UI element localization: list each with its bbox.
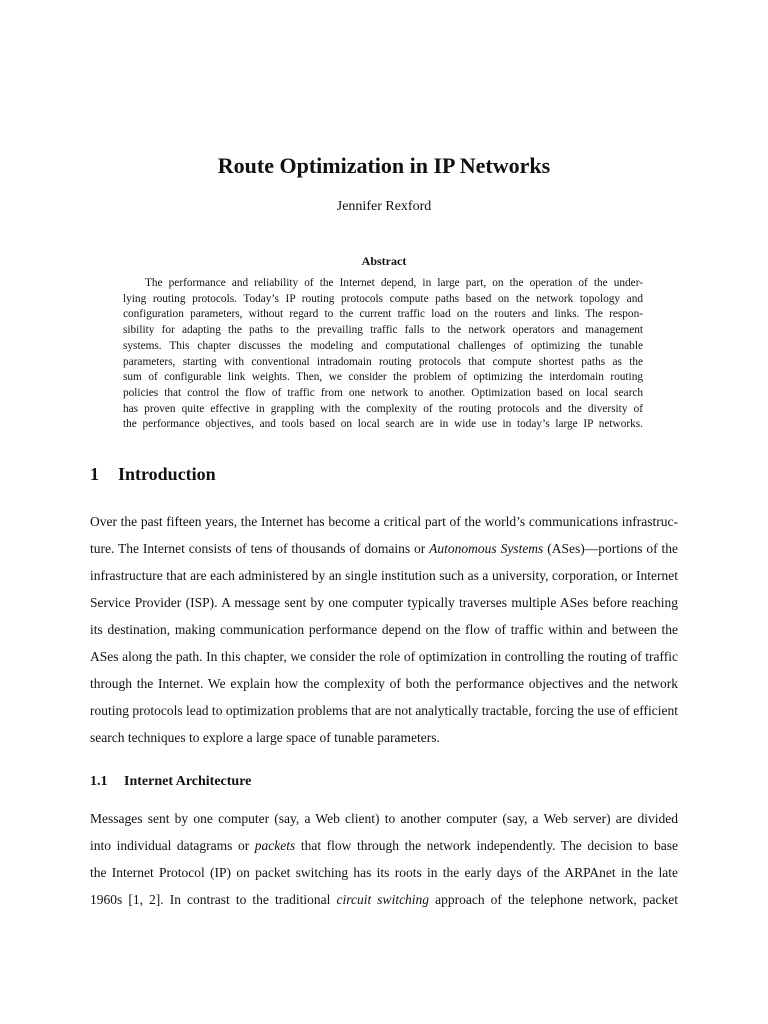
paragraph-line: its destination, making communication performance depend on the flow of traffic within and between the xyxy=(90,622,678,637)
emphasis-term: packets xyxy=(254,838,296,853)
abstract-line: sum of configurable link weights. Then, we consider the problem of optimizing the interdomain routing xyxy=(123,371,643,384)
abstract-line: lying routing protocols. Today’s IP routing protocols compute paths based on the network topology and xyxy=(123,292,643,305)
intro-paragraph xyxy=(90,508,678,751)
subsection-title: Internet Architecture xyxy=(124,774,252,789)
paragraph-line: through the Internet. We explain how the complexity of both the performance objectives and the network xyxy=(90,676,678,691)
paragraph-line: 1960s [1, 2]. In contrast to the traditional circuit switching approach of the telephone network, packet xyxy=(90,892,678,907)
author-name: Jennifer Rexford xyxy=(336,199,432,214)
subsection-number: 1.1 xyxy=(90,774,108,789)
paragraph-line: routing protocols lead to optimization problems that are not analytically tractable, forcing the use of efficient xyxy=(90,703,678,718)
paper-title: Route Optimization in IP Networks xyxy=(217,153,551,178)
paragraph-line: Service Provider (ISP). A message sent by one computer typically traverses multiple ASes before reaching xyxy=(90,595,678,610)
abstract-line: systems. This chapter discusses the modeling and computational challenges of optimizing the tunable xyxy=(123,339,643,352)
abstract-line: parameters, starting with conventional intradomain routing protocols that compute shortest paths as the xyxy=(123,355,643,368)
section-number: 1 xyxy=(90,464,99,484)
abstract-body xyxy=(123,276,643,433)
paragraph-line: Messages sent by one computer (say, a Web client) to another computer (say, a Web server) are divided xyxy=(90,811,678,826)
abstract-line: The performance and reliability of the Internet depend, in large part, on the operation of the under- xyxy=(145,277,643,289)
paragraph-line: infrastructure that are each administered by an single institution such as a university, corporation, or Internet xyxy=(90,568,678,583)
section-heading xyxy=(90,464,216,485)
abstract-line: sibility for adapting the paths to the prevailing traffic falls to the network operators and management xyxy=(123,324,643,337)
paragraph-line: the Internet Protocol (IP) on packet switching has its roots in the early days of the ARPAnet in the late xyxy=(90,865,678,880)
architecture-paragraph xyxy=(90,805,678,913)
paragraph-line: Over the past fifteen years, the Internet has become a critical part of the world’s communications infrastruc- xyxy=(90,514,678,529)
subsection-heading xyxy=(90,774,251,790)
abstract-line: the performance objectives, and tools based on local search are in wide use in today’s large IP networks. xyxy=(123,418,643,431)
paragraph-line: search techniques to explore a large space of tunable parameters. xyxy=(90,730,440,745)
emphasis-term: circuit switching xyxy=(336,892,430,907)
abstract-heading: Abstract xyxy=(361,254,407,268)
abstract-line: policies that control the flow of traffic from one network to another. Optimization based on local search xyxy=(123,386,643,399)
paragraph-line: ture. The Internet consists of tens of thousands of domains or Autonomous Systems (ASes)—portions of the xyxy=(90,541,678,556)
emphasis-term: Autonomous Systems xyxy=(429,541,544,556)
paragraph-line: ASes along the path. In this chapter, we consider the role of optimization in controlling the routing of traffic xyxy=(90,649,678,664)
abstract-line: configuration parameters, without regard to the current traffic load on the routers and links. The respon- xyxy=(123,308,643,321)
abstract-line: has proven quite effective in grappling with the complexity of the routing protocols and the diversity of xyxy=(123,402,643,415)
section-title: Introduction xyxy=(118,464,216,484)
paragraph-line: into individual datagrams or packets that flow through the network independently. The decision to base xyxy=(90,838,678,853)
